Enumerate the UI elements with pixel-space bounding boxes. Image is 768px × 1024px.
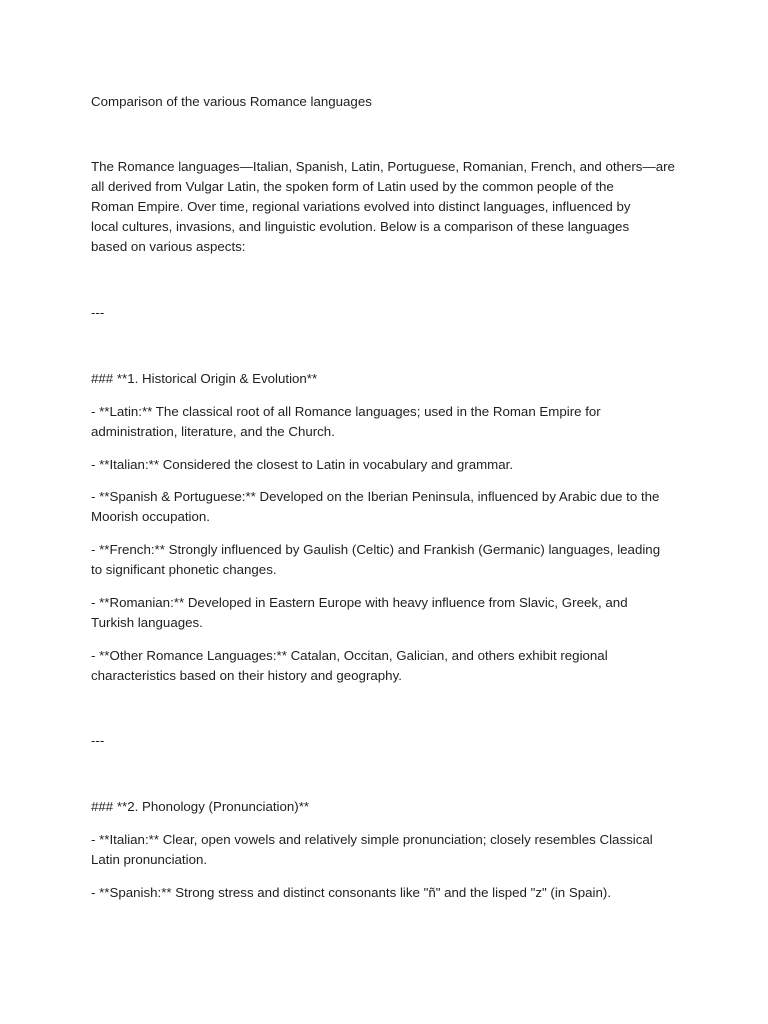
document-title: Comparison of the various Romance languages (91, 94, 372, 109)
section-1-item-spanish-portuguese-line-2: Moorish occupation. (91, 509, 210, 524)
intro-line-2: all derived from Vulgar Latin, the spoken form of Latin used by the common people of the (91, 179, 614, 194)
section-1-item-other-line-2: characteristics based on their history and geography. (91, 668, 402, 683)
section-1-item-romanian-line-2: Turkish languages. (91, 615, 203, 630)
section-1-item-italian: - **Italian:** Considered the closest to Latin in vocabulary and grammar. (91, 457, 514, 472)
section-1-item-other-line-1: - **Other Romance Languages:** Catalan, Occitan, Galician, and others exhibit regional (91, 648, 608, 663)
section-1-item-latin-line-2: administration, literature, and the Church. (91, 424, 335, 439)
section-2-item-italian-line-1: - **Italian:** Clear, open vowels and relatively simple pronunciation; closely resembles Classical (91, 832, 653, 847)
section-1-item-french-line-1: - **French:** Strongly influenced by Gaulish (Celtic) and Frankish (Germanic) languages, leading (91, 542, 661, 557)
section-1-item-latin-line-1: - **Latin:** The classical root of all Romance languages; used in the Roman Empire for (91, 404, 601, 419)
section-2-item-italian-line-2: Latin pronunciation. (91, 852, 208, 867)
section-1-heading: ### **1. Historical Origin & Evolution** (91, 371, 318, 386)
section-2-item-spanish: - **Spanish:** Strong stress and distinct consonants like "ñ" and the lisped "z" (in Spain). (91, 885, 612, 900)
intro-line-1: The Romance languages—Italian, Spanish, Latin, Portuguese, Romanian, French, and others—are (91, 159, 675, 174)
intro-line-5: based on various aspects: (91, 239, 246, 254)
intro-line-4: local cultures, invasions, and linguistic evolution. Below is a comparison of these languages (91, 219, 630, 234)
section-1-item-french-line-2: to significant phonetic changes. (91, 562, 277, 577)
intro-line-3: Roman Empire. Over time, regional variations evolved into distinct languages, influenced by (91, 199, 631, 214)
section-1-item-spanish-portuguese-line-1: - **Spanish & Portuguese:** Developed on the Iberian Peninsula, influenced by Arabic due to the (91, 489, 660, 504)
separator-2: --- (91, 733, 105, 748)
section-1-item-romanian-line-1: - **Romanian:** Developed in Eastern Europe with heavy influence from Slavic, Greek, and (91, 595, 628, 610)
section-2-heading: ### **2. Phonology (Pronunciation)** (91, 799, 310, 814)
separator-1: --- (91, 305, 105, 320)
